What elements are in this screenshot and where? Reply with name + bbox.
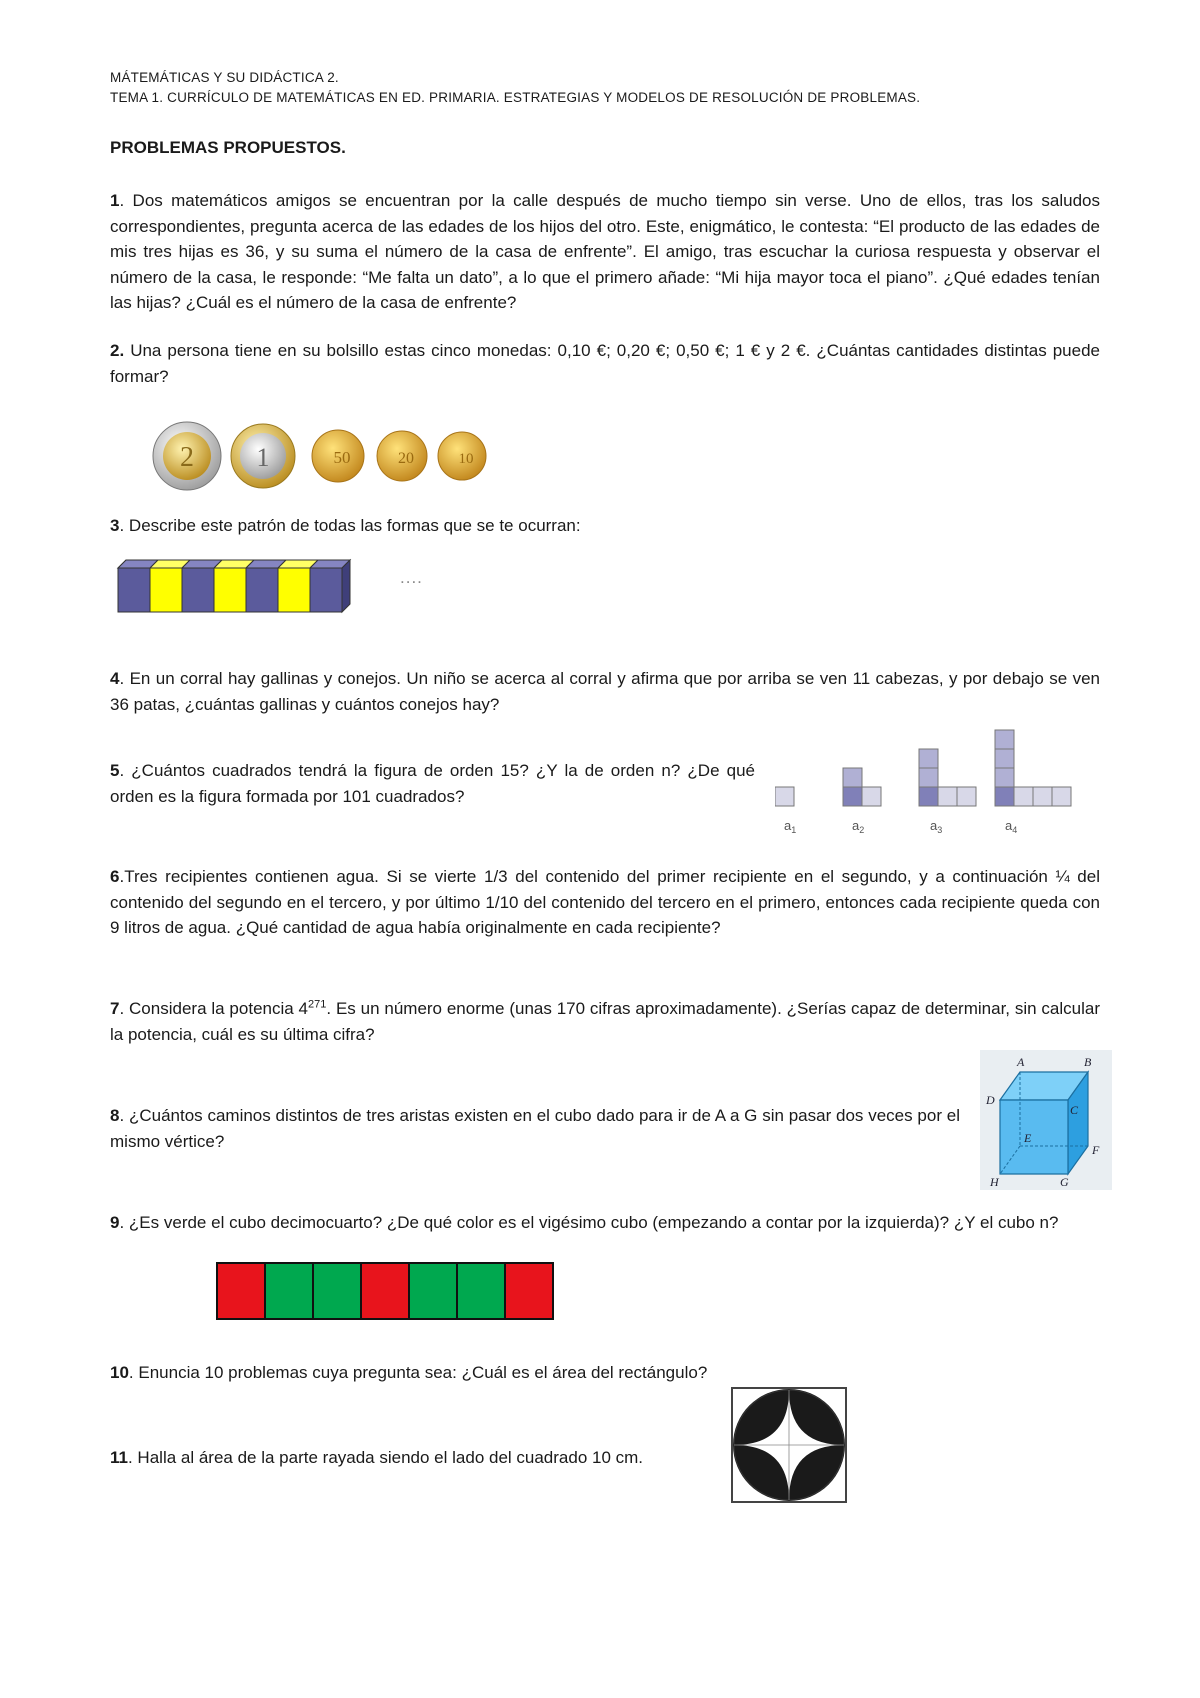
sequence-square — [957, 787, 976, 806]
header-line-2: TEMA 1. CURRÍCULO DE MATEMÁTICAS EN ED. PRIMARIA. ESTRATEGIAS Y MODELOS DE RESOLUCIÓN DE PROBLEMAS. — [110, 90, 921, 105]
coin-10-cent — [438, 432, 486, 480]
coin-50-cent — [312, 430, 364, 482]
pattern-block-blue — [246, 568, 278, 612]
sequence-square — [995, 730, 1014, 749]
colored-cube-row — [215, 1261, 595, 1325]
problem-number: 8 — [110, 1106, 120, 1125]
vertex-label-F: F — [1092, 1143, 1100, 1157]
figure-label-a2: $a_2$ — [852, 818, 865, 835]
problem-11 — [110, 1445, 730, 1471]
sequence-square — [1014, 787, 1033, 806]
vertex-label-A: A — [1017, 1055, 1025, 1069]
sequence-square — [862, 787, 881, 806]
sequence-square — [843, 768, 862, 787]
problem-6 — [110, 864, 1100, 941]
vertex-label-C: C — [1070, 1103, 1079, 1117]
problem-text: . ¿Cuántos cuadrados tendrá la figura de orden 15? ¿Y la de orden n? ¿De qué orden es la figura formada por 101 cuadrados? — [110, 761, 755, 806]
problem-3 — [110, 513, 1100, 539]
figure-label-a3: $a_3$ — [930, 818, 943, 835]
problem-text: . En un corral hay gallinas y conejos. Un niño se acerca al corral y afirma que por arriba se ven 11 cabezas, y por debajo se ven 36 patas, ¿cuántas gallinas y cuántos conejos hay? — [110, 669, 1100, 714]
cube-green — [457, 1263, 505, 1319]
problem-text-cont: . Es un número enorme (unas 170 cifras aproximadamente). ¿Serías capaz de determinar, sin calcular la potencia, cuál es su última cifra? — [110, 999, 1101, 1044]
sequence-square — [919, 787, 938, 806]
sequence-square — [919, 749, 938, 768]
problem-text: . Describe este patrón de todas las formas que se te ocurran: — [119, 516, 581, 535]
problem-number: 6 — [110, 867, 120, 886]
problem-number: 11 — [110, 1448, 128, 1467]
problem-8 — [110, 1103, 960, 1154]
cube-red — [505, 1263, 553, 1319]
vertex-label-G: G — [1060, 1175, 1069, 1189]
section-title: PROBLEMAS PROPUESTOS. — [110, 138, 346, 157]
sequence-square — [938, 787, 957, 806]
problem-2 — [110, 338, 1100, 389]
sequence-square — [1033, 787, 1052, 806]
shaded-area-figure — [730, 1386, 848, 1504]
coin-label: 50 — [333, 448, 351, 467]
course-header — [110, 68, 1100, 108]
problem-text: Una persona tiene en su bolsillo estas cinco monedas: 0,10 €; 0,20 €; 0,50 €; 1 € y 2 €. ¿Cuántas cantidades distintas puede formar? — [110, 341, 1100, 386]
cube-diagram — [980, 1050, 1112, 1190]
problem-number: 1 — [110, 191, 120, 210]
problem-number: 3 — [110, 516, 120, 535]
pattern-block-yellow — [278, 568, 310, 612]
vertex-label-B: B — [1084, 1055, 1092, 1069]
coin-2-euro — [153, 422, 221, 490]
vertex-label-D: D — [986, 1093, 995, 1107]
document-page — [110, 68, 1101, 1467]
header-line-1: MÁTEMÁTICAS Y SU DIDÁCTICA 2. — [110, 70, 339, 85]
vertex-label-E: E — [1024, 1131, 1032, 1145]
pattern-block-blue — [118, 568, 150, 612]
coin-label: 10 — [458, 451, 474, 467]
cube-green — [409, 1263, 457, 1319]
figure-label-a4: $a_4$ — [1005, 818, 1018, 835]
block-pattern-image — [116, 554, 416, 618]
coin-label: 20 — [398, 450, 414, 467]
problem-7 — [110, 996, 1100, 1047]
problem-number: 10 — [110, 1363, 129, 1382]
sequence-square — [1052, 787, 1071, 806]
problem-4 — [110, 666, 1100, 717]
cube-red — [217, 1263, 265, 1319]
pattern-continues-dots: .... — [400, 568, 423, 587]
problem-text: .Tres recipientes contienen agua. Si se vierte 1/3 del contenido del primer recipiente en el segundo, y a continuación ¼ del contenido del segundo en el tercero, y por último 1/10 del contenido del tercero en el primero, entonces cada recipiente queda con 9 litros de agua. ¿Qué cantidad de agua había originalmente en cada recipiente? — [110, 867, 1100, 937]
coin-20-cent — [377, 431, 427, 481]
sequence-square — [775, 787, 794, 806]
problem-text: . Enuncia 10 problemas cuya pregunta sea: ¿Cuál es el área del rectángulo? — [128, 1363, 708, 1382]
problem-1 — [110, 188, 1100, 316]
problem-text: . Halla al área de la parte rayada siendo el lado del cuadrado 10 cm. — [127, 1448, 644, 1467]
figure-label-a1: $a_1$ — [784, 818, 797, 835]
problem-text: . Considera la potencia 4 — [119, 999, 309, 1018]
cube-green — [265, 1263, 313, 1319]
square-sequence-figures — [775, 728, 1105, 838]
sequence-square — [843, 787, 862, 806]
pattern-block-yellow — [150, 568, 182, 612]
problem-text: . Dos matemáticos amigos se encuentran por la calle después de mucho tiempo sin verse. Uno de ellos, tras los saludos correspondientes, pregunta acerca de las edades de los hijos del otro. Este, enigmático, le contesta: “El producto de las edades de mis tres hijas es 36, y su suma el número de la casa de enfrente”. El amigo, tras escuchar la curiosa respuesta y observar el número de la casa, le responde: “Me falta un dato”, a lo que el primero añade: “Mi hija mayor toca el piano”. ¿Qué edades tenían las hijas? ¿Cuál es el número de la casa de enfrente? — [110, 191, 1100, 312]
pattern-block-blue — [310, 568, 342, 612]
problem-9 — [110, 1210, 1100, 1236]
pattern-block-yellow — [214, 568, 246, 612]
sequence-square — [995, 768, 1014, 787]
problem-5 — [110, 758, 755, 809]
sequence-square — [995, 787, 1014, 806]
pattern-block-blue — [182, 568, 214, 612]
problem-number: 4 — [110, 669, 120, 688]
coin-label: 2 — [180, 442, 194, 473]
coin-1-euro — [231, 424, 295, 488]
problem-10 — [110, 1360, 1100, 1386]
exponent: 271 — [308, 998, 327, 1011]
coin-label: 1 — [256, 443, 270, 472]
sequence-square — [995, 749, 1014, 768]
cube-green — [313, 1263, 361, 1319]
problem-number: 5 — [110, 761, 120, 780]
problem-number: 7 — [110, 999, 120, 1018]
sequence-square — [919, 768, 938, 787]
euro-coins-image — [150, 418, 490, 498]
problem-number: 2. — [110, 341, 125, 360]
problem-number: 9 — [110, 1213, 120, 1232]
vertex-label-H: H — [990, 1175, 999, 1189]
problem-text: . ¿Cuántos caminos distintos de tres aristas existen en el cubo dado para ir de A a G sin pasar dos veces por el mismo vértice? — [110, 1106, 960, 1151]
problem-text: . ¿Es verde el cubo decimocuarto? ¿De qué color es el vigésimo cubo (empezando a contar por la izquierda)? ¿Y el cubo n? — [119, 1213, 1059, 1232]
cube-red — [361, 1263, 409, 1319]
